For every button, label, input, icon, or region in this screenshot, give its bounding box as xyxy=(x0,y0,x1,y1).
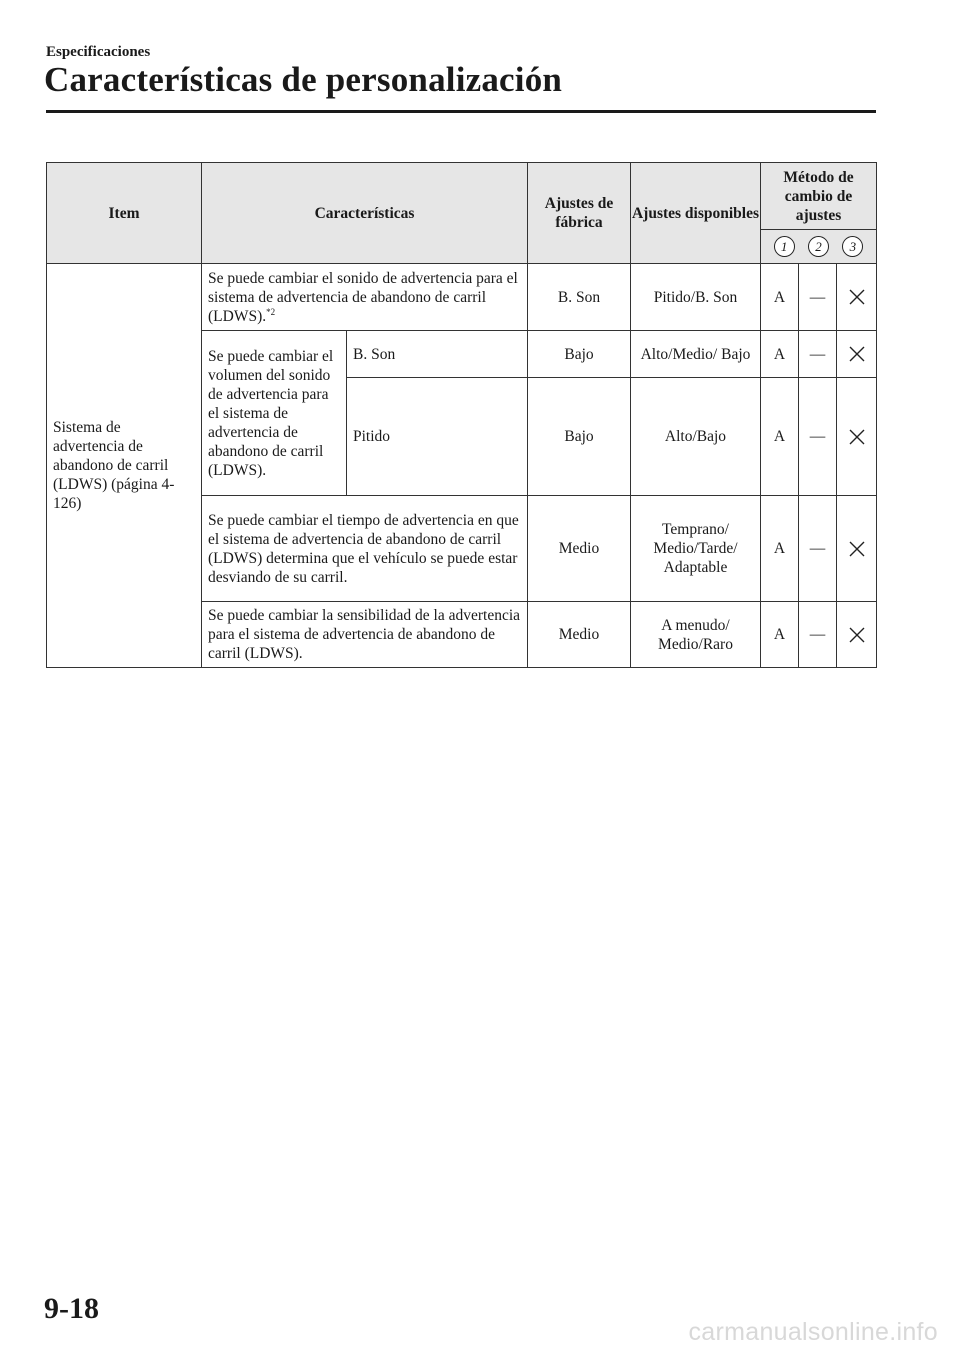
section-label: Especificaciones xyxy=(46,44,151,60)
x-mark-icon xyxy=(849,627,865,643)
header-available: Ajustes disponibles xyxy=(631,163,761,264)
method-2-cell: — xyxy=(799,496,837,602)
available-cell: Alto/Medio/ Bajo xyxy=(631,331,761,378)
header-features: Características xyxy=(202,163,528,264)
footnote-marker: *2 xyxy=(266,306,276,317)
factory-cell: Bajo xyxy=(528,378,631,496)
page-number: 9-18 xyxy=(44,1292,99,1325)
watermark: carmanualsonline.info xyxy=(688,1318,938,1346)
factory-cell: Medio xyxy=(528,496,631,602)
available-cell: Temprano/ Medio/Tarde/ Adaptable xyxy=(631,496,761,602)
method-3-cell xyxy=(837,331,877,378)
method-number-2: 2 xyxy=(808,236,829,257)
factory-cell: Bajo xyxy=(528,331,631,378)
method-1-cell: A xyxy=(761,496,799,602)
header-item: Item xyxy=(47,163,202,264)
method-1-cell: A xyxy=(761,602,799,668)
feature-cell xyxy=(202,264,528,331)
page-title: Características de personalización xyxy=(44,60,563,99)
x-mark-icon xyxy=(849,346,865,362)
method-3-cell xyxy=(837,602,877,668)
title-rule xyxy=(46,110,876,113)
available-cell: Alto/Bajo xyxy=(631,378,761,496)
item-cell: Sistema de advertencia de abandono de carril (LDWS) (página 4-126) xyxy=(47,264,202,668)
customization-table xyxy=(46,162,877,668)
method-2-cell: — xyxy=(799,264,837,331)
method-number-3: 3 xyxy=(842,236,863,257)
available-cell: Pitido/B. Son xyxy=(631,264,761,331)
method-1-cell: A xyxy=(761,331,799,378)
x-mark-icon xyxy=(849,541,865,557)
method-number-1: 1 xyxy=(774,236,795,257)
header-factory: Ajustes de fábrica xyxy=(528,163,631,264)
method-2-cell: — xyxy=(799,331,837,378)
x-mark-icon xyxy=(849,289,865,305)
feature-cell: Se puede cambiar la sensibilidad de la advertencia para el sistema de advertencia de abandono de carril (LDWS). xyxy=(202,602,528,668)
method-1-cell: A xyxy=(761,264,799,331)
feature-cell: Se puede cambiar el tiempo de advertencia en que el sistema de advertencia de abandono de carril (LDWS) determina que el vehículo se puede estar desviando de su carril. xyxy=(202,496,528,602)
method-numbers xyxy=(761,230,877,264)
header-method: Método de cambio de ajustes xyxy=(761,163,877,230)
feature-text: Se puede cambiar el sonido de advertencia para el sistema de advertencia de abandono de carril (LDWS). xyxy=(208,269,518,325)
method-2-cell: — xyxy=(799,602,837,668)
method-2-cell: — xyxy=(799,378,837,496)
volume-group-cell: Se puede cambiar el volumen del sonido de advertencia para el sistema de advertencia de abandono de carril (LDWS). xyxy=(202,331,347,496)
table-row xyxy=(47,264,877,331)
method-1-cell: A xyxy=(761,378,799,496)
factory-cell: B. Son xyxy=(528,264,631,331)
sub-feature-cell: B. Son xyxy=(347,331,528,378)
x-mark-icon xyxy=(849,429,865,445)
sub-feature-cell: Pitido xyxy=(347,378,528,496)
factory-cell: Medio xyxy=(528,602,631,668)
method-3-cell xyxy=(837,264,877,331)
available-cell: A menudo/ Medio/Raro xyxy=(631,602,761,668)
method-3-cell xyxy=(837,378,877,496)
method-3-cell xyxy=(837,496,877,602)
